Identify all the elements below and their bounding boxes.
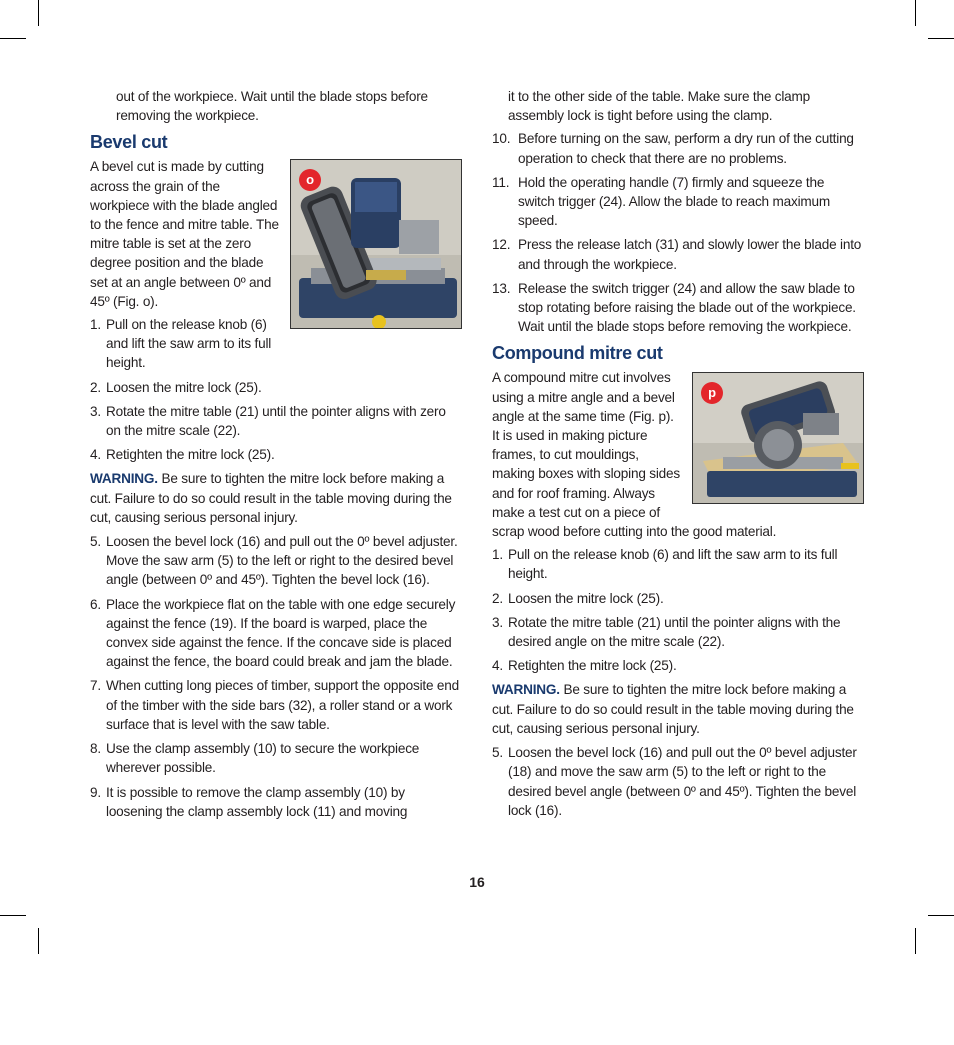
list-item: 3. Rotate the mitre table (21) until the pointer aligns with zero on the mitre scale (22). xyxy=(90,403,446,439)
warning-paragraph: WARNING. Be sure to tighten the mitre lock before making a cut. Failure to do so could result in the table moving during the cut, causing serious personal injury. xyxy=(90,471,452,525)
warning-label: WARNING. xyxy=(492,682,560,698)
crop-mark xyxy=(38,0,39,26)
figure-p xyxy=(692,372,864,504)
section-description: A compound mitre cut involves using a mitre angle and a bevel angle at the same time (Fig. p). It is used in making picture frames, to cut mouldings, making boxes with sloping sides and for roof framing. Always make a test cut on a piece of scrap wood before cutting into the good material. xyxy=(492,370,777,540)
list-item: 3. Rotate the mitre table (21) until the pointer aligns with the desired angle on the mitre scale (22). xyxy=(492,614,841,650)
list-item: 4. Retighten the mitre lock (25). xyxy=(492,658,677,674)
list-item: 9. It is possible to remove the clamp assembly (10) by loosening the clamp assembly lock (11) and moving xyxy=(90,784,408,819)
crop-mark xyxy=(915,928,916,954)
list-item: 11. Hold the operating handle (7) firmly and squeeze the switch trigger (24). Allow the blade to reach maximum speed. xyxy=(492,174,831,229)
list-item: 1. Pull on the release knob (6) and lift the saw arm to its full height. xyxy=(492,547,838,582)
section-heading-bevel-cut: Bevel cut xyxy=(90,132,168,153)
list-item: 13. Release the switch trigger (24) and allow the saw blade to stop rotating before raising the blade out of the workpiece. Wait until the blade stops before removing the workpiece. xyxy=(492,280,856,335)
list-item: 5. Loosen the bevel lock (16) and pull out the 0º bevel adjuster. Move the saw arm (5) to the left or right to the desired bevel angle (between 0º and 45º). Tighten the bevel lock (16). xyxy=(90,534,458,588)
section-description: A bevel cut is made by cutting across the grain of the workpiece with the blade angled to the fence and mitre table. The mitre table is set at the zero degree position and the blade set at an angle between 0º and 45º (Fig. o). xyxy=(90,159,279,309)
crop-mark xyxy=(0,915,26,916)
list-item: 2. Loosen the mitre lock (25). xyxy=(492,590,664,606)
list-item: 8. Use the clamp assembly (10) to secure the workpiece wherever possible. xyxy=(90,741,420,776)
warning-label: WARNING. xyxy=(90,471,158,487)
list-item: 10. Before turning on the saw, perform a dry run of the cutting operation to check that there are no problems. xyxy=(492,131,854,166)
list-item: 12. Press the release latch (31) and slowly lower the blade into and through the workpiece. xyxy=(492,237,862,272)
list-item: 2. Loosen the mitre lock (25). xyxy=(90,379,262,395)
list-item: 4. Retighten the mitre lock (25). xyxy=(90,447,275,463)
crop-mark xyxy=(38,928,39,954)
warning-paragraph: WARNING. Be sure to tighten the mitre lock before making a cut. Failure to do so could result in the table moving during the cut, causing serious personal injury. xyxy=(492,682,854,736)
figure-label-badge: o xyxy=(299,169,321,191)
crop-mark xyxy=(915,0,916,26)
continuation-text: out of the workpiece. Wait until the blade stops before removing the workpiece. xyxy=(116,89,428,124)
list-item: 1. Pull on the release knob (6) and lift the saw arm to its full height. xyxy=(90,317,272,371)
crop-mark xyxy=(0,38,26,39)
continuation-text: it to the other side of the table. Make sure the clamp assembly lock is tight before using the clamp. xyxy=(508,89,811,124)
list-item: 5. Loosen the bevel lock (16) and pull out the 0º bevel adjuster (18) and move the saw arm (5) to the left or right to the desired bevel angle (between 0º and 45º). Tighten the bevel lock (16). xyxy=(492,745,857,818)
crop-mark xyxy=(928,915,954,916)
figure-o xyxy=(290,159,462,329)
left-column xyxy=(90,87,462,826)
list-item: 6. Place the workpiece flat on the table with one edge securely against the fence (19). If the board is warped, place the convex side against the fence. If the concave side is placed against the fence, the board could break and jam the blade. xyxy=(90,596,456,670)
crop-mark xyxy=(928,38,954,39)
right-column xyxy=(492,87,864,825)
list-item: 7. When cutting long pieces of timber, support the opposite end of the timber with the side bars (32), a roller stand or a work surface that is level with the saw table. xyxy=(90,678,459,732)
section-heading-compound-mitre-cut: Compound mitre cut xyxy=(492,343,663,364)
figure-label-badge: p xyxy=(701,382,723,404)
page-number: 16 xyxy=(469,874,485,890)
